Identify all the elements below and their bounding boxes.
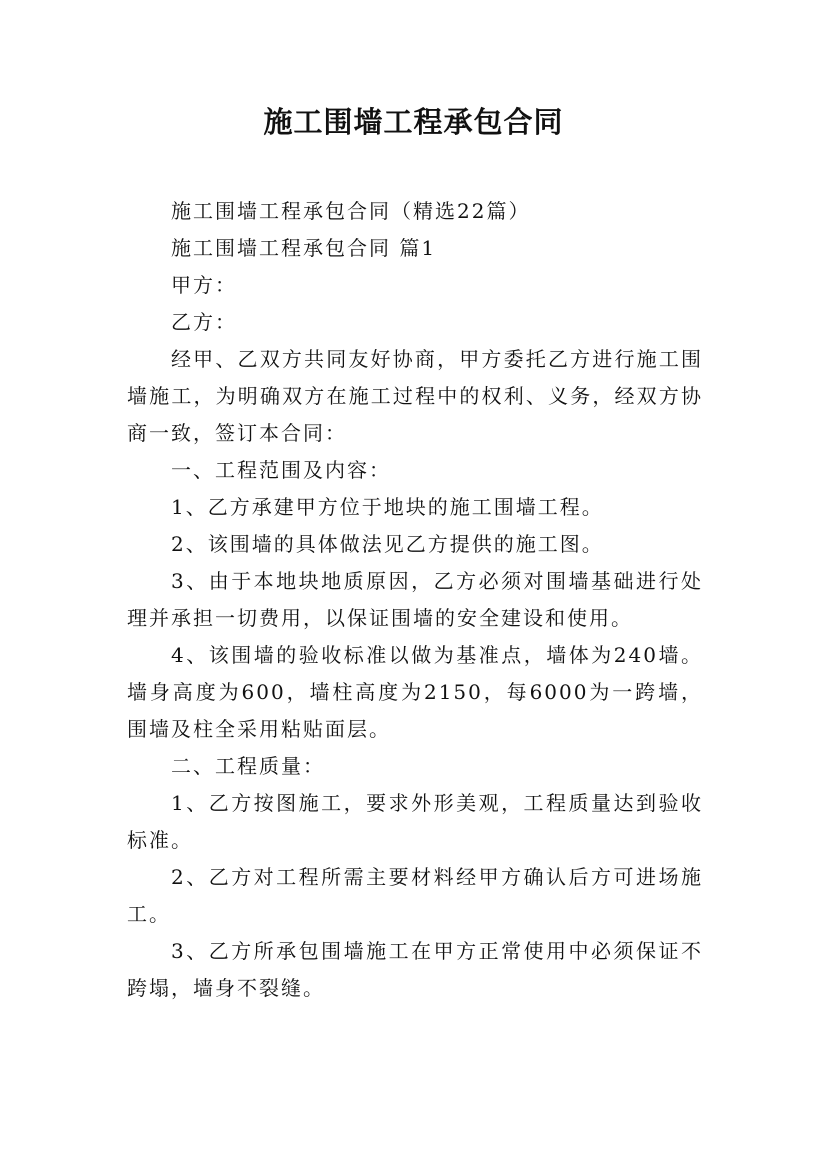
clause-paragraph: 1、乙方承建甲方位于地块的施工围墙工程。 xyxy=(171,495,604,519)
clause-heading-paragraph: 二、工程质量： xyxy=(171,754,325,778)
clause-heading-paragraph: 一、工程范围及内容： xyxy=(171,458,391,482)
party-b-paragraph: 乙方： xyxy=(171,310,237,334)
document-title: 施工围墙工程承包合同 xyxy=(263,105,564,139)
clause-paragraph: 2、乙方对工程所需主要材料经甲方确认后方可进场施工。 xyxy=(127,865,703,926)
subtitle-paragraph: 施工围墙工程承包合同（精选22篇） xyxy=(171,199,531,223)
party-a-paragraph: 甲方： xyxy=(171,273,237,297)
document-body xyxy=(127,193,703,1007)
clause-paragraph: 1、乙方按图施工，要求外形美观，工程质量达到验收标准。 xyxy=(127,791,703,852)
clause-paragraph: 4、该围墙的验收标准以做为基准点，墙体为240墙。墙身高度为600，墙柱高度为2150，每6000为一跨墙，围墙及柱全采用粘贴面层。 xyxy=(127,643,703,741)
preamble-paragraph: 经甲、乙双方共同友好协商，甲方委托乙方进行施工围墙施工，为明确双方在施工过程中的权利、义务，经双方协商一致，签订本合同： xyxy=(127,347,703,445)
section-heading-paragraph: 施工围墙工程承包合同 篇1 xyxy=(171,236,437,260)
clause-paragraph: 3、由于本地块地质原因，乙方必须对围墙基础进行处理并承担一切费用，以保证围墙的安全建设和使用。 xyxy=(127,569,703,630)
clause-paragraph: 2、该围墙的具体做法见乙方提供的施工图。 xyxy=(171,532,604,556)
clause-paragraph: 3、乙方所承包围墙施工在甲方正常使用中必须保证不跨塌，墙身不裂缝。 xyxy=(127,939,703,1000)
